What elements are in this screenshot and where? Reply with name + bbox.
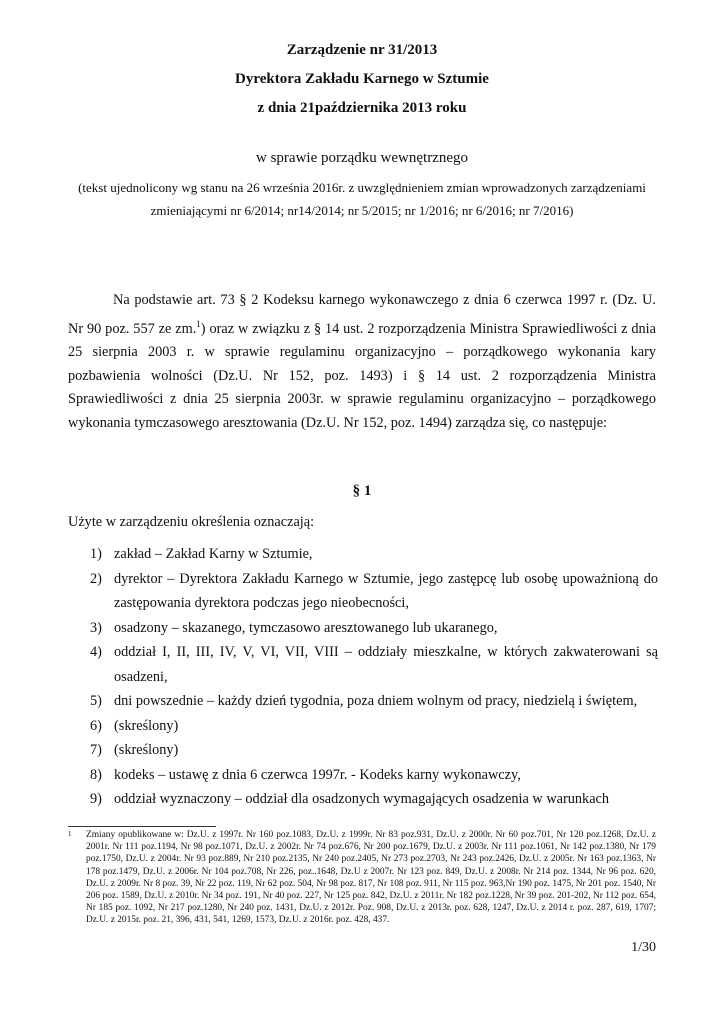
consolidation-note-line-1: (tekst ujednolicony wg stanu na 26 września 2016r. z uwzględnieniem zmian wprowadzonych zarządzeniami — [78, 180, 646, 195]
preamble-text-end: ) oraz w związku z § 14 ust. 2 rozporządzenia Ministra Sprawiedliwości z dnia 25 sierpnia 2003 r. w sprawie regulaminu organizacyjno – porządkowego wykonania kary pozbawienia wolności (Dz.U. Nr 152, poz. 1493) i § 14 ust. 2 rozporządzenia Ministra Sprawiedliwości z dnia 25 sierpnia 2003r. w sprawie regulaminu organizacyjno – porządkowego wykonania tymczasowego aresztowania (Dz.U. Nr 152, poz. 1494) zarządza się, co następuje: — [68, 320, 656, 431]
list-item — [68, 738, 658, 763]
footnote-reference[interactable]: 1 — [196, 318, 201, 329]
list-item-number: 7) — [90, 742, 102, 758]
list-item-number: 5) — [90, 693, 102, 709]
list-item-text: dyrektor – Dyrektora Zakładu Karnego w Sztumie, jego zastępcę lub osobę upoważnioną do zastępowania dyrektora podczas jego nieobecności, — [114, 570, 658, 611]
list-item — [68, 542, 658, 567]
list-item-text: osadzony – skazanego, tymczasowo aresztowanego lub ukaranego, — [114, 619, 498, 636]
title-line-3: z dnia 21października 2013 roku — [257, 100, 467, 116]
list-item — [68, 787, 658, 812]
list-item-number: 8) — [90, 766, 102, 783]
list-item — [68, 763, 658, 788]
list-item-number: 2) — [90, 570, 102, 587]
footnote — [68, 829, 656, 927]
footnote-separator — [68, 826, 216, 827]
title-line-1: Zarządzenie nr 31/2013 — [286, 42, 438, 58]
list-item-number: 1) — [90, 546, 102, 562]
list-item-text: kodeks – ustawę z dnia 6 czerwca 1997r. - Kodeks karny wykonawczy, — [114, 766, 521, 783]
list-item — [68, 567, 658, 616]
list-item-text: (skreślony) — [114, 717, 179, 734]
list-item-number: 6) — [90, 717, 102, 734]
preamble-text-start: Na podstawie art. 73 § 2 Kodeksu karnego wykonawczego z dnia 6 czerwca 1997 r. (Dz. U. Nr 90 poz. 557 ze zm. — [68, 292, 656, 337]
list-item-number: 9) — [90, 791, 102, 807]
definitions-list — [68, 542, 658, 812]
list-item — [68, 640, 658, 689]
footnote-text: Zmiany opublikowane w: Dz.U. z 1997r. Nr 160 poz.1083, Dz.U. z 1999r. Nr 83 poz.931, Dz.U. z 2000r. Nr 60 poz.701, Nr 120 poz.1268, Dz.U. z 2001r. Nr 111 poz.1194, Nr 98 poz.1071, Dz.U. z 2002r. Nr 74 poz.676, Nr 200 poz.1679, Dz.U. z 2003r. Nr 111 poz.1061, Nr 142 poz.1380, Nr 179 poz.1750, Dz.U. z 2004r. Nr 93 poz.889, Nr 210 poz.2135, Nr 240 poz.2405, Nr 273 poz.2703, Nr 243 poz.2426, Dz.U. z 2005r. Nr 163 poz.1363, Nr 178 poz.1479, Dz.U. z 2006r. Nr 104 poz.708, Nr 226, poz..1648, Dz.U z 2007r. Nr 123 poz. 849, Dz.U. z 2008r. Nr 214 poz. 1344, Nr 96 poz. 620, Dz.U. z 2009r. Nr 8 poz. 39, Nr 22 poz. 119, Nr 62 poz. 504, Nr 98 poz. 817, Nr 108 poz. 911, Nr 115 poz. 963,Nr 190 poz. 1475, Nr 201 poz. 1540, Nr 206 poz. 1589, Dz.U. z 2010r. Nr 34 poz. 191, Nr 40 poz. 227, Nr 125 poz. 842, Dz.U. z 2011r. Nr 182 poz.1228, Nr 39 poz. 201-202, Nr 112 poz. 654, Nr 185 poz. 1092, Nr 217 poz.1280, Nr 240 poz. 1431, Dz.U. z 2012r. Poz. 908, Dz.U. z 2013r. poz. 628, 1247, Dz.U. z 2014 r. poz. 287, 619, 1707; Dz.U. z 2015r. poz. 21, 396, 431, 541, 1269, 1573, Dz.U. z 2016r. poz. 428, 437. — [86, 830, 656, 926]
preamble-paragraph — [68, 289, 656, 435]
footnote-mark: 1 — [68, 830, 72, 838]
section-heading: § 1 — [352, 483, 372, 499]
list-item-text: dni powszednie – każdy dzień tygodnia, poza dniem wolnym od pracy, niedzielą i świętem, — [114, 693, 638, 709]
list-item — [68, 616, 658, 641]
page-number: 1/30 — [631, 940, 656, 955]
list-item-text: oddział wyznaczony – oddział dla osadzonych wymagających osadzenia w warunkach — [114, 791, 610, 807]
subject-line: w sprawie porządku wewnętrznego — [256, 150, 468, 166]
section-intro: Użyte w zarządzeniu określenia oznaczają: — [68, 514, 315, 530]
consolidation-note-line-2: zmieniającymi nr 6/2014; nr14/2014; nr 5/2015; nr 1/2016; nr 6/2016; nr 7/2016) — [150, 203, 574, 218]
list-item — [68, 689, 658, 714]
list-item — [68, 714, 658, 739]
list-item-text: oddział I, II, III, IV, V, VI, VII, VIII – oddziały mieszkalne, w których zakwaterowani są osadzeni, — [114, 644, 658, 685]
title-line-2: Dyrektora Zakładu Karnego w Sztumie — [235, 71, 489, 87]
list-item-text: zakład – Zakład Karny w Sztumie, — [114, 546, 313, 562]
list-item-text: (skreślony) — [114, 742, 179, 758]
list-item-number: 3) — [90, 619, 102, 636]
list-item-number: 4) — [90, 644, 102, 660]
